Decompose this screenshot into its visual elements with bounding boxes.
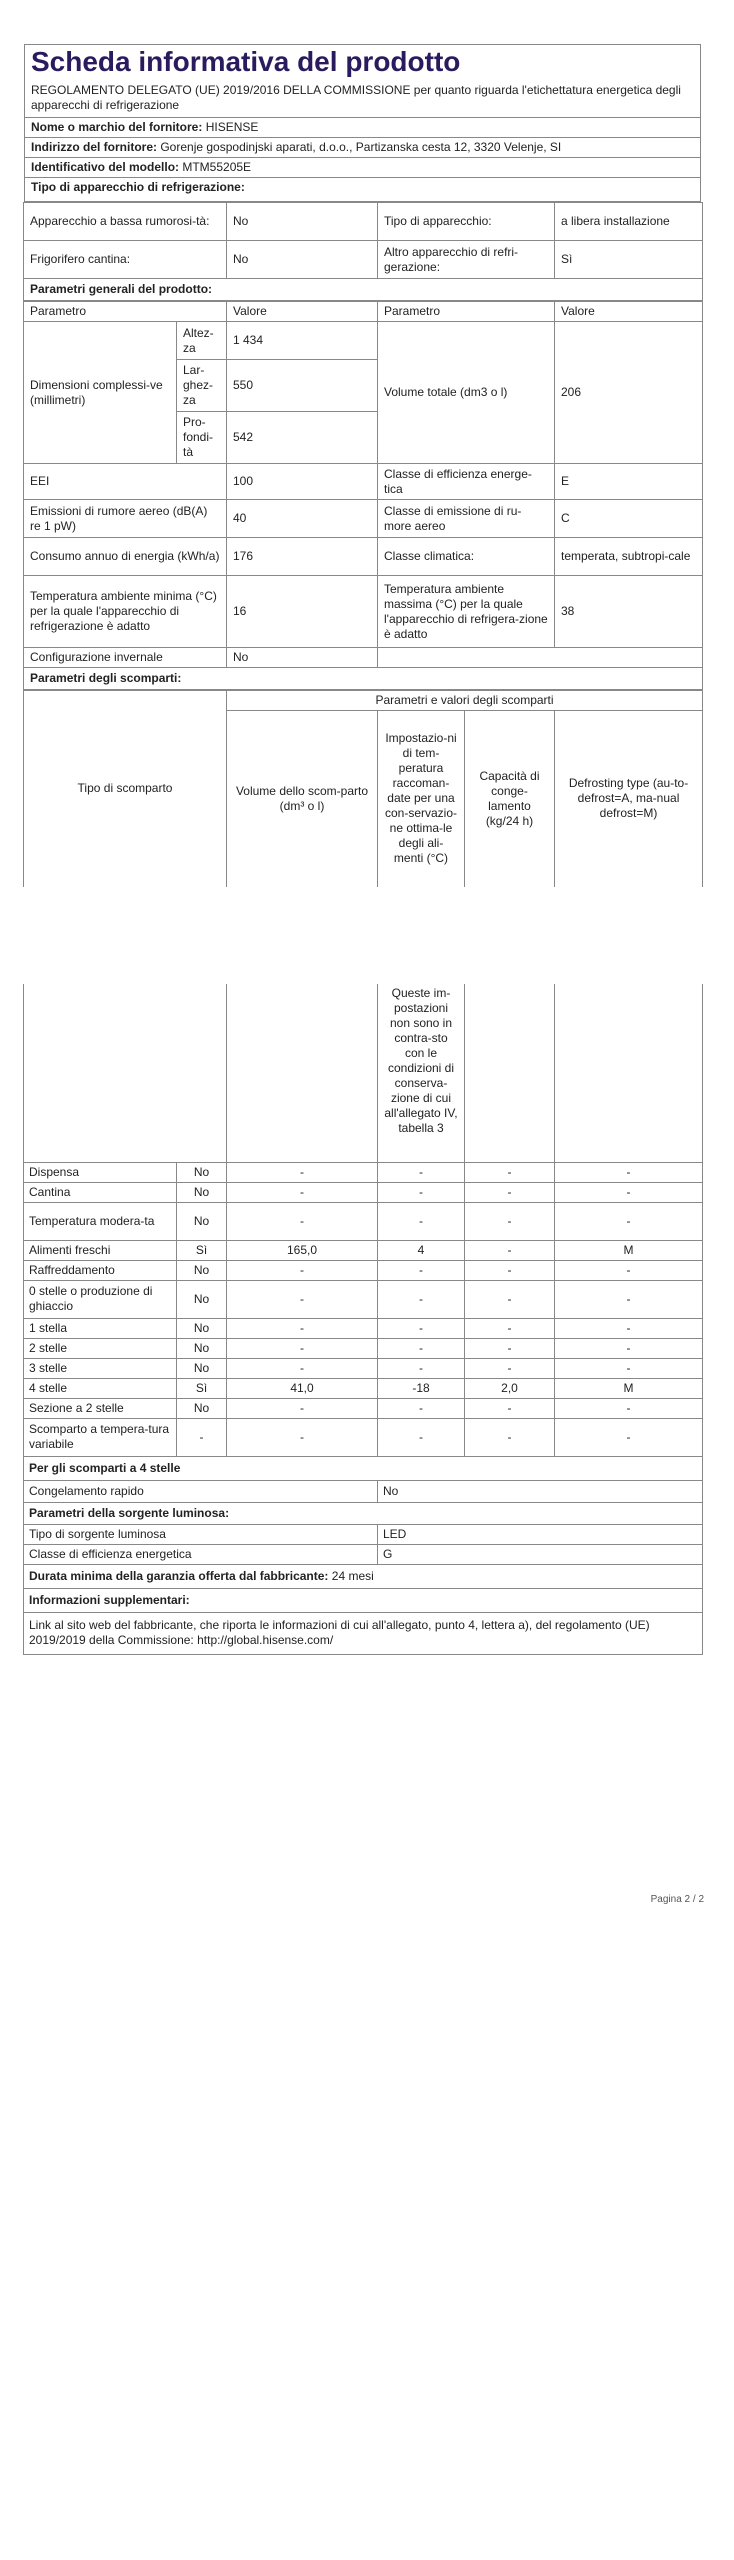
compartment-temperature: - [378, 1182, 465, 1202]
fast-freeze-label: Congelamento rapido [24, 1480, 378, 1502]
compartment-present: No [177, 1318, 227, 1338]
warranty-row [24, 1564, 703, 1588]
param-value: temperata, subtropi-cale [555, 538, 703, 576]
compartment-volume: - [227, 1318, 378, 1338]
compartment-present: No [177, 1260, 227, 1280]
extra-row [24, 1612, 703, 1654]
compartment-volume: 41,0 [227, 1378, 378, 1398]
compartment-name: Alimenti freschi [24, 1240, 177, 1260]
compartment-temperature: - [378, 1398, 465, 1418]
compartment-table [23, 984, 703, 1655]
light-row [24, 1524, 703, 1544]
supplier-value: HISENSE [205, 120, 259, 134]
height-value: 1 434 [227, 322, 378, 360]
compartment-present: No [177, 1182, 227, 1202]
compartment-present: No [177, 1398, 227, 1418]
compartment-row [24, 1418, 703, 1456]
compartment-freezing-capacity: - [465, 1182, 555, 1202]
address-label: Indirizzo del fornitore: [31, 140, 157, 154]
compartment-row [24, 1398, 703, 1418]
compartment-temperature: - [378, 1202, 465, 1240]
fast-freeze-value: No [378, 1480, 703, 1502]
extra-text: Link al sito web del fabbricante, che riporta le informazioni di cui all'allegato, punto 4, lettera a), del regolamento (UE) 2019/2019 della Commissione: [29, 1618, 650, 1647]
compartment-volume: - [227, 1182, 378, 1202]
compartment-volume: - [227, 1418, 378, 1456]
volume-head: Volume dello scom-parto (dm³ o l) [227, 711, 378, 887]
general-row [24, 464, 703, 500]
param-label: Temperatura ambiente minima (°C) per la quale l'apparecchio di refrigerazione è adatto [24, 576, 227, 648]
fast-freeze-row [24, 1480, 703, 1502]
width-label: Lar-ghez-za [177, 360, 227, 412]
title-block [25, 45, 700, 118]
compartment-row [24, 1260, 703, 1280]
compartment-name: Temperatura modera-ta [24, 1202, 177, 1240]
general-row [24, 500, 703, 538]
compartment-row [24, 1338, 703, 1358]
type-label: Apparecchio a bassa rumorosi-tà: [24, 203, 227, 241]
compartment-freezing-capacity: - [465, 1240, 555, 1260]
compartment-present: - [177, 1418, 227, 1456]
compartment-present: No [177, 1338, 227, 1358]
winter-value: No [227, 648, 378, 668]
head-valore: Valore [227, 302, 378, 322]
light-value: G [378, 1544, 703, 1564]
param-label: Classe di efficienza energe-tica [378, 464, 555, 500]
address-value: Gorenje gospodinjski aparati, d.o.o., Partizanska cesta 12, 3320 Velenje, SI [160, 140, 562, 154]
supplier-label: Nome o marchio del fornitore: [31, 120, 203, 134]
general-head-row [24, 302, 703, 322]
freezing-capacity-head: Capacità di conge-lamento (kg/24 h) [465, 711, 555, 887]
compartment-freezing-capacity: - [465, 1318, 555, 1338]
compartment-temperature: - [378, 1260, 465, 1280]
compartment-temperature: - [378, 1318, 465, 1338]
compartment-type-head: Tipo di scomparto [24, 691, 227, 887]
compartment-present: No [177, 1162, 227, 1182]
compartment-defrost: - [555, 1280, 703, 1318]
type-value: Sì [555, 241, 703, 279]
compartment-defrost: M [555, 1378, 703, 1398]
compartment-volume: - [227, 1280, 378, 1318]
compartment-row [24, 1162, 703, 1182]
model-label: Identificativo del modello: [31, 160, 180, 174]
param-value: 176 [227, 538, 378, 576]
compartment-present: No [177, 1280, 227, 1318]
compartment-volume: - [227, 1162, 378, 1182]
general-section-heading: Parametri generali del prodotto: [24, 279, 703, 301]
compartment-present: No [177, 1358, 227, 1378]
compartment-freezing-capacity: - [465, 1358, 555, 1378]
depth-value: 542 [227, 412, 378, 464]
compartment-name: 0 stelle o produzione di ghiaccio [24, 1280, 177, 1318]
temperature-note: Queste im-postazioni non sono in contra-sto con le condizioni di conserva-zione di cui all'allegato IV, tabella 3 [378, 984, 465, 1162]
compartment-row [24, 1318, 703, 1338]
type-value: No [227, 203, 378, 241]
type-label: Frigorifero cantina: [24, 241, 227, 279]
compartment-present: Sì [177, 1378, 227, 1398]
compartment-freezing-capacity: - [465, 1280, 555, 1318]
compartment-row [24, 1280, 703, 1318]
address-row [25, 138, 700, 158]
compartment-volume: - [227, 1338, 378, 1358]
compartment-temperature: - [378, 1358, 465, 1378]
light-label: Classe di efficienza energetica [24, 1544, 378, 1564]
product-sheet [24, 44, 701, 887]
compartment-defrost: M [555, 1240, 703, 1260]
dims-label: Dimensioni complessi-ve (millimetri) [24, 322, 177, 464]
compartment-temperature: - [378, 1162, 465, 1182]
compartment-name: Dispensa [24, 1162, 177, 1182]
light-row [24, 1544, 703, 1564]
four-star-section-heading: Per gli scomparti a 4 stelle [24, 1456, 703, 1480]
compartment-temperature: - [378, 1338, 465, 1358]
compartment-freezing-capacity: 2,0 [465, 1378, 555, 1398]
param-label: Classe climatica: [378, 538, 555, 576]
compartment-row [24, 1202, 703, 1240]
defrost-head: Defrosting type (au-to-defrost=A, ma-nual defrost=M) [555, 711, 703, 887]
model-row [25, 158, 700, 178]
general-row [24, 576, 703, 648]
winter-label: Configurazione invernale [24, 648, 227, 668]
param-label: Temperatura ambiente massima (°C) per la quale l'apparecchio di refrigera-zione è adatto [378, 576, 555, 648]
compartment-freezing-capacity: - [465, 1260, 555, 1280]
type-value: No [227, 241, 378, 279]
compartment-defrost: - [555, 1398, 703, 1418]
compartment-freezing-capacity: - [465, 1418, 555, 1456]
compartment-temperature: - [378, 1418, 465, 1456]
compartment-volume: 165,0 [227, 1240, 378, 1260]
compartment-head-table [23, 690, 703, 887]
compartment-defrost: - [555, 1162, 703, 1182]
regulation-text: REGOLAMENTO DELEGATO (UE) 2019/2016 DELLA COMMISSIONE per quanto riguarda l'etichettatura energetica degli apparecchi di refrigerazione [31, 83, 681, 112]
compartment-row [24, 1240, 703, 1260]
compartment-volume: - [227, 1398, 378, 1418]
param-label: EEI [24, 464, 227, 500]
model-value: MTM55205E [182, 160, 252, 174]
light-section-heading: Parametri della sorgente luminosa: [24, 1502, 703, 1524]
compartment-defrost: - [555, 1202, 703, 1240]
width-value: 550 [227, 360, 378, 412]
compartment-defrost: - [555, 1358, 703, 1378]
compartment-name: Raffreddamento [24, 1260, 177, 1280]
light-value: LED [378, 1524, 703, 1544]
type-section-heading: Tipo di apparecchio di refrigerazione: [25, 178, 700, 202]
depth-label: Pro-fondi-tà [177, 412, 227, 464]
param-value: 40 [227, 500, 378, 538]
compartment-row [24, 1358, 703, 1378]
compartment-freezing-capacity: - [465, 1398, 555, 1418]
compartment-present: No [177, 1202, 227, 1240]
compartment-section-heading: Parametri degli scomparti: [24, 668, 703, 690]
compartment-name: Cantina [24, 1182, 177, 1202]
param-value: 100 [227, 464, 378, 500]
compartment-temperature: 4 [378, 1240, 465, 1260]
page-two [24, 984, 701, 1655]
head-valore-2: Valore [555, 302, 703, 322]
compartment-defrost: - [555, 1418, 703, 1456]
type-row [24, 241, 703, 279]
volume-label: Volume totale (dm3 o l) [378, 322, 555, 464]
param-label: Consumo annuo di energia (kWh/a) [24, 538, 227, 576]
page-title: Scheda informativa del prodotto [31, 46, 461, 77]
type-label: Tipo di apparecchio: [378, 203, 555, 241]
page-number: Pagina 2 / 2 [650, 1894, 704, 1905]
warranty-value: 24 mesi [331, 1568, 374, 1583]
compartment-name: Scomparto a tempera-tura variabile [24, 1418, 177, 1456]
winter-row [24, 648, 703, 668]
type-row [24, 203, 703, 241]
compartment-defrost: - [555, 1260, 703, 1280]
compartment-name: 2 stelle [24, 1338, 177, 1358]
compartment-defrost: - [555, 1182, 703, 1202]
param-value: 16 [227, 576, 378, 648]
compartment-row [24, 1182, 703, 1202]
type-table [23, 202, 703, 301]
warranty-label: Durata minima della garanzia offerta dal fabbricante: [29, 1568, 329, 1583]
compartment-volume: - [227, 1202, 378, 1240]
head-parametro: Parametro [24, 302, 227, 322]
compartment-temperature: - [378, 1280, 465, 1318]
param-label: Classe di emissione di ru-more aereo [378, 500, 555, 538]
compartment-present: Sì [177, 1240, 227, 1260]
compartment-freezing-capacity: - [465, 1202, 555, 1240]
type-label: Altro apparecchio di refri-gerazione: [378, 241, 555, 279]
compartment-temperature: -18 [378, 1378, 465, 1398]
compartment-defrost: - [555, 1338, 703, 1358]
param-label: Emissioni di rumore aereo (dB(A) re 1 pW) [24, 500, 227, 538]
extra-section-heading: Informazioni supplementari: [24, 1588, 703, 1612]
light-label: Tipo di sorgente luminosa [24, 1524, 378, 1544]
compartment-name: Sezione a 2 stelle [24, 1398, 177, 1418]
compartment-volume: - [227, 1358, 378, 1378]
param-value: C [555, 500, 703, 538]
temperature-head: Impostazio-ni di tem-peratura raccoman-date per una con-servazio-ne ottima-le degli ali-menti (°C) [378, 711, 465, 887]
compartment-name: 4 stelle [24, 1378, 177, 1398]
manufacturer-link[interactable]: http://global.hisense.com/ [197, 1633, 334, 1647]
general-row [24, 538, 703, 576]
head-parametro-2: Parametro [378, 302, 555, 322]
param-value: 38 [555, 576, 703, 648]
compartment-defrost: - [555, 1318, 703, 1338]
compartment-volume: - [227, 1260, 378, 1280]
type-value: a libera installazione [555, 203, 703, 241]
supplier-row [25, 118, 700, 138]
volume-value: 206 [555, 322, 703, 464]
compartment-group-head: Parametri e valori degli scomparti [227, 691, 703, 711]
general-table [23, 301, 703, 690]
height-label: Altez-za [177, 322, 227, 360]
compartment-freezing-capacity: - [465, 1162, 555, 1182]
compartment-freezing-capacity: - [465, 1338, 555, 1358]
param-value: E [555, 464, 703, 500]
compartment-row [24, 1378, 703, 1398]
compartment-name: 3 stelle [24, 1358, 177, 1378]
compartment-name: 1 stella [24, 1318, 177, 1338]
